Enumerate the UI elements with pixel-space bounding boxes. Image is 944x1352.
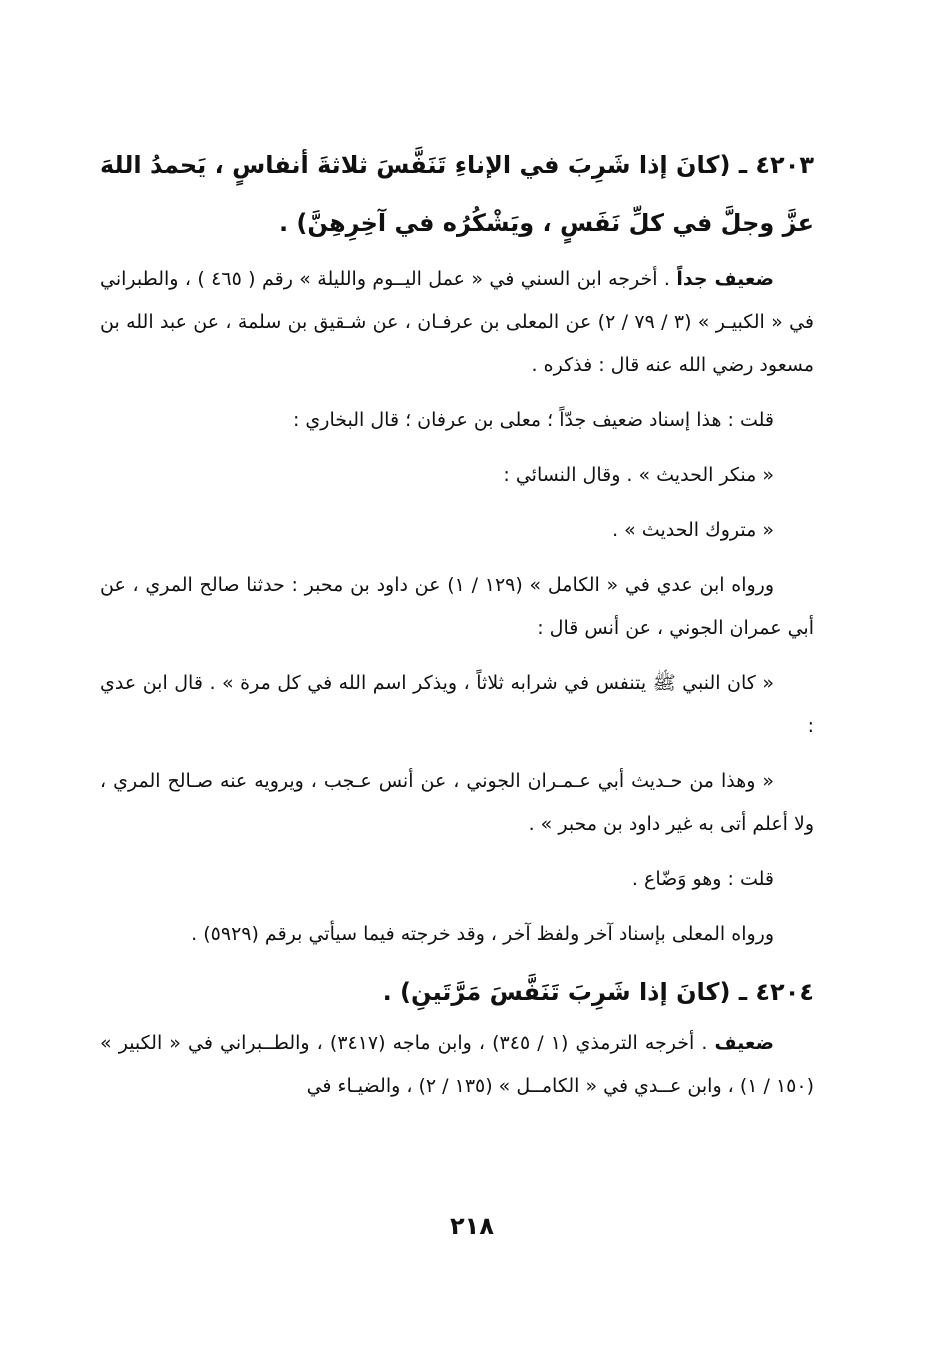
hadith-number: ٤٢٠٣ <box>755 151 814 179</box>
paragraph-text: . أخرجه ابن السني في « عمل اليــوم والليلة » رقم ( ٤٦٥ ) ، والطبراني في « الكبيـر » (٣ / ٧٩ / ٢) عن المعلى بن عرفـان ، عن شـقيق بن سلمة ، عن عبد الله بن مسعود رضي الله عنه قال : فذكره . <box>100 268 815 376</box>
hadith-text: ـ (كانَ إذا شَرِبَ في الإناءِ تَنَفَّسَ ثلاثةَ أنفاسٍ ، يَحمدُ اللهَ عزَّ وجلَّ في كلِّ نَفَسٍ ، ويَشْكُرُه في آخِرِهِنَّ) . <box>100 151 814 237</box>
paragraph-text: قلت : هذا إسناد ضعيف جدّاً ؛ معلى بن عرفان ؛ قال البخاري : <box>292 409 774 431</box>
paragraph <box>100 913 814 956</box>
paragraph-text: « منكر الحديث » . وقال النسائي : <box>503 464 774 486</box>
hadith-4204 <box>100 968 814 1016</box>
hadith-number: ٤٢٠٤ <box>755 978 814 1006</box>
paragraph <box>100 509 814 552</box>
paragraph-text: ورواه المعلى بإسناد آخر ولفظ آخر ، وقد خرجته فيما سيأتي برقم (٥٩٢٩) . <box>191 923 774 945</box>
hadith-text: ـ (كانَ إذا شَرِبَ تَنَفَّسَ مَرَّتَينِ) . <box>382 978 748 1006</box>
paragraph-text: « متروك الحديث » . <box>612 519 774 541</box>
grading-label: ضعيف <box>714 1032 774 1054</box>
paragraph <box>100 760 814 846</box>
hadith-4203 <box>100 136 814 252</box>
paragraph-text: . أخرجه الترمذي (١ / ٣٤٥) ، وابن ماجه (٣٤١٧) ، والطــبراني في « الكبير » (١٥٠ / ١) ، وابن عــدي في « الكامــل » (١٣٥ / ٢) ، والضيـاء في <box>100 1032 814 1097</box>
page-content <box>100 136 814 1120</box>
paragraph <box>100 454 814 497</box>
paragraph <box>100 258 814 387</box>
paragraph-text: « كان النبي ﷺ يتنفس في شرابه ثلاثاً ، ويذكر اسم الله في كل مرة » . قال ابن عدي : <box>100 672 814 737</box>
page-number: ٢١٨ <box>450 1212 494 1240</box>
grading-label: ضعيف جداً <box>676 268 774 290</box>
paragraph <box>100 662 814 748</box>
paragraph-text: « وهذا من حـديث أبي عـمـران الجوني ، عن أنس عـجب ، ويرويه عنه صـالح المري ، ولا أعلم أتى به غير داود بن محبر » . <box>100 770 814 835</box>
paragraph <box>100 858 814 901</box>
paragraph <box>100 564 814 650</box>
paragraph-text: قلت : وهو وَضّاع . <box>631 868 774 890</box>
paragraph <box>100 399 814 442</box>
paragraph <box>100 1022 814 1108</box>
paragraph-text: ورواه ابن عدي في « الكامل » (١٢٩ / ١) عن داود بن محبر : حدثنا صالح المري ، عن أبي عمران الجوني ، عن أنس قال : <box>100 574 814 639</box>
